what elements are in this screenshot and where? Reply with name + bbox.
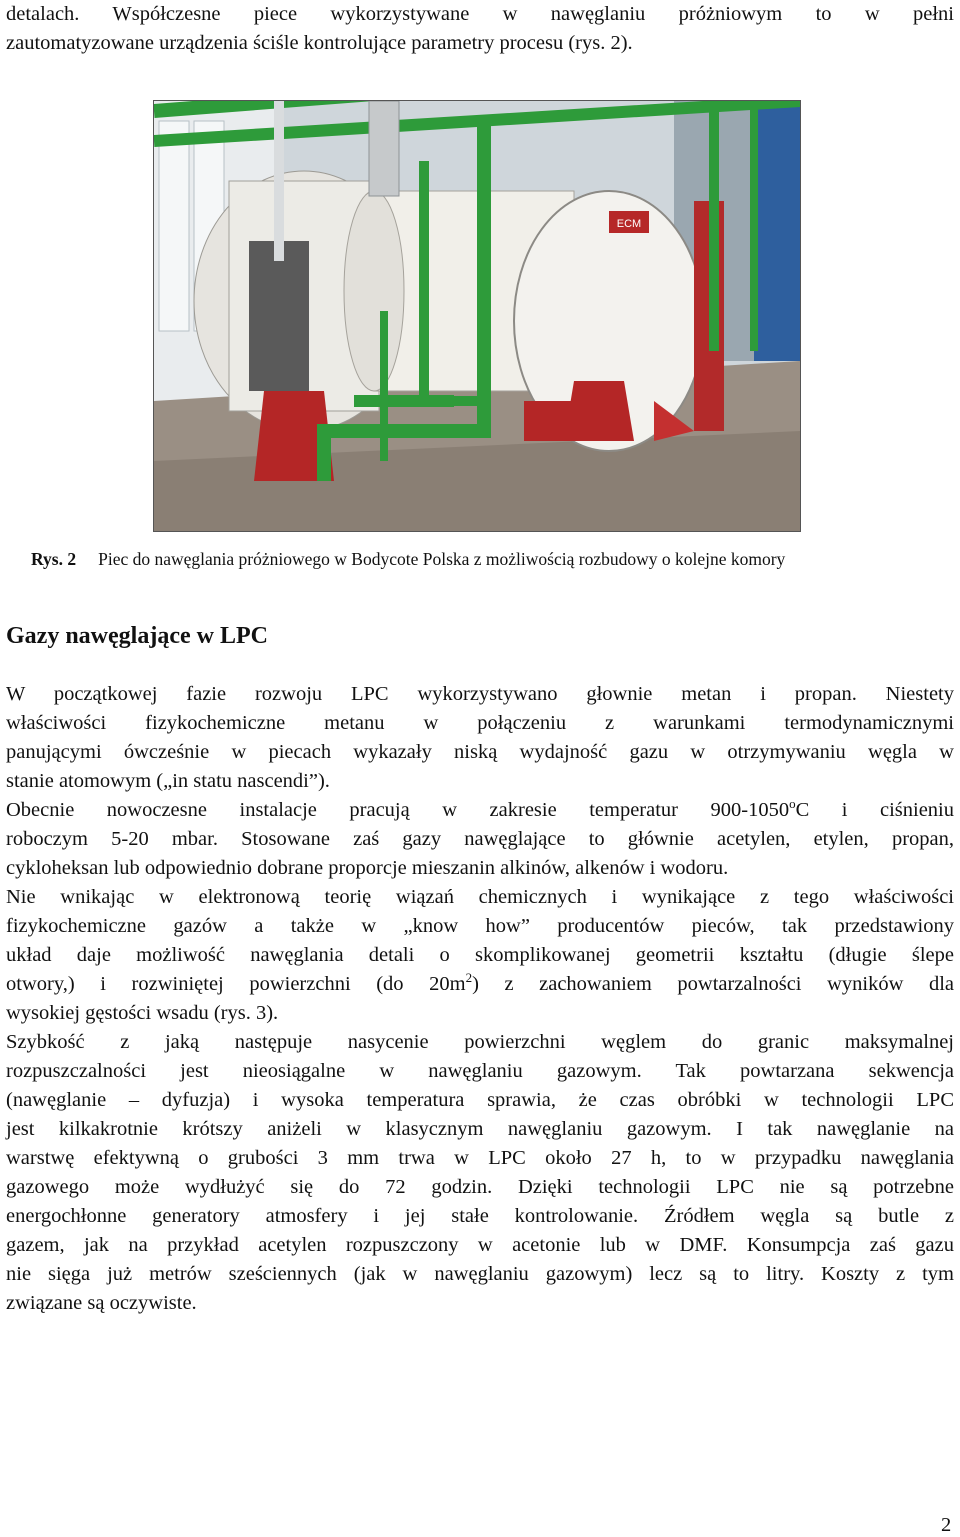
ecm-sign: ECM xyxy=(616,218,642,230)
paragraph1-line: właściwości fizykochemiczne metanu w połączeniu z warunkami termodynamicznymi xyxy=(6,712,954,734)
paragraph1-line: stanie atomowym („in statu nascendi”). xyxy=(6,770,330,792)
paragraph3-line: układ daje możliwość nawęglania detali o skomplikowanej geometrii kształtu (długie ślepe xyxy=(6,944,954,966)
paragraph3-line: fizykochemiczne gazów a także w „know how” producentów pieców, tak przedstawiony xyxy=(6,915,954,937)
paragraph4-line: związane są oczywiste. xyxy=(6,1292,197,1314)
text-fragment: Obecnie nowoczesne instalacje pracują w zakresie temperatur 900-1050 xyxy=(6,799,790,821)
paragraph3-line xyxy=(6,970,954,999)
caption-text: Piec do nawęglania próżniowego w Bodycote Polska z możliwością rozbudowy o kolejne komory xyxy=(98,549,786,569)
paragraph3-line: wysokiej gęstości wsadu (rys. 3). xyxy=(6,1002,279,1024)
paragraph4-line: gazowego może wydłużyć się do 72 godzin. Dzięki technologii LPC nie są potrzebne xyxy=(6,1176,954,1198)
superscript: o xyxy=(789,796,796,811)
paragraph4-line: energochłonne generatory atmosfery i jej stałe kontrolowanie. Źródłem węgla są butle z xyxy=(6,1205,954,1227)
caption-label: Rys. 2 xyxy=(31,549,77,569)
text-fragment: otwory,) i rozwiniętej powierzchni (do 20m xyxy=(6,973,466,995)
paragraph4-line: (nawęglanie – dyfuzja) i wysoka temperatura sprawia, że czas obróbki w technologii LPC xyxy=(6,1089,954,1111)
paragraph4-line: gazem, jak na przykład acetylen rozpuszczony w acetonie lub w DMF. Konsumpcja zaś gazu xyxy=(6,1234,954,1256)
paragraph3-line: Nie wnikając w elektronową teorię wiązań chemicznych i wynikające z tego właściwości xyxy=(6,886,954,908)
paragraph4-line: Szybkość z jaką następuje nasycenie powierzchni węglem do granic maksymalnej xyxy=(6,1031,954,1053)
paragraph4-line: nie sięga już metrów sześciennych (jak w nawęglaniu gazowym) lecz są to litry. Koszty z tym xyxy=(6,1263,954,1285)
paragraph2-line: cykloheksan lub odpowiednio dobrane proporcje mieszanin alkinów, alkenów i wodoru. xyxy=(6,857,729,879)
paragraph4-line: warstwę efektywną o grubości 3 mm trwa w LPC około 27 h, to w przypadku nawęglania xyxy=(6,1147,954,1169)
paragraph4-line: rozpuszczalności jest nieosiągalne w nawęglaniu gazowym. Tak powtarzana sekwencja xyxy=(6,1060,954,1082)
paragraph2-line: roboczym 5-20 mbar. Stosowane zaś gazy nawęglające to głównie acetylen, etylen, propan, xyxy=(6,828,954,850)
intro-line-1: detalach. Współczesne piece wykorzystywane w nawęglaniu próżniowym to w pełni xyxy=(6,3,954,25)
paragraph2-line xyxy=(6,796,954,825)
furnace-photo xyxy=(153,100,801,532)
text-fragment: ) z zachowaniem powtarzalności wyników dla xyxy=(472,973,954,995)
text-fragment: C i ciśnieniu xyxy=(795,799,954,821)
figure-caption xyxy=(31,546,785,572)
paragraph1-line: panującymi ówcześnie w piecach wykazały niską wydajność gazu w otrzymywaniu węgla w xyxy=(6,741,954,763)
page-number: 2 xyxy=(941,1514,952,1536)
paragraph1-line: W początkowej fazie rozwoju LPC wykorzystywano głownie metan i propan. Niestety xyxy=(6,683,954,705)
intro-line-2: zautomatyzowane urządzenia ściśle kontrolujące parametry procesu (rys. 2). xyxy=(6,32,633,54)
paragraph4-line: jest kilkakrotnie krótszy aniżeli w klasycznym nawęglaniu gazowym. I tak nawęglanie na xyxy=(6,1118,954,1140)
section-heading: Gazy nawęglające w LPC xyxy=(6,623,268,649)
superscript: 2 xyxy=(465,970,473,985)
